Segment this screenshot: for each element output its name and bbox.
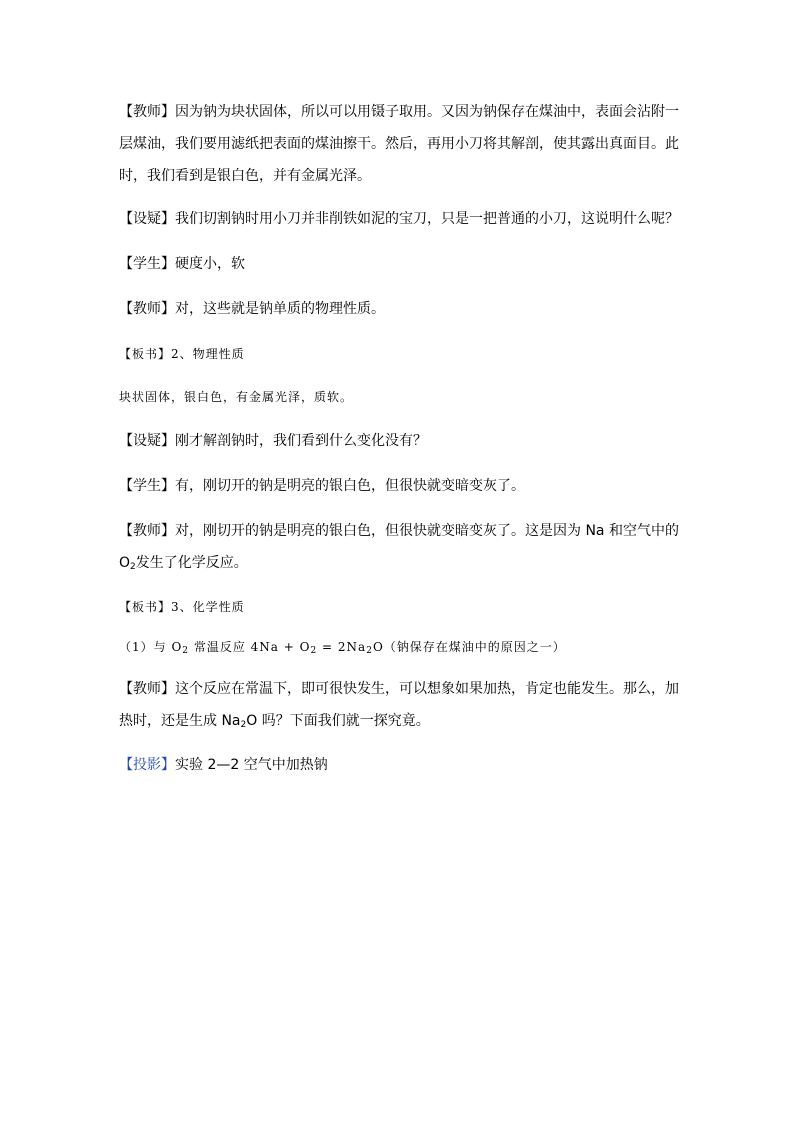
- paragraph-text: 对，刚切开的钠是明亮的银白色，但很快就变暗变灰了。这是因为 Na 和空气中的 O: [119, 523, 679, 571]
- subscript: 2: [182, 646, 190, 656]
- paragraph-text: 2、物理性质: [171, 347, 245, 361]
- equation-text: = 2Na: [317, 640, 367, 654]
- paragraph-question-2: [119, 425, 679, 457]
- tag-question: 【设疑】: [119, 433, 175, 449]
- subscript: 2: [310, 646, 318, 656]
- paragraph-text: 因为钠为块状固体，所以可以用镊子取用。又因为钠保存在煤油中，表面会沾附一层煤油，我们要用滤纸把表面的煤油擦干。然后，再用小刀将其解剖，使其露出真面目。此时，我们看到是银白色，并有金属光泽。: [119, 104, 679, 184]
- subscript: 2: [366, 646, 373, 656]
- equation-text: （1）与 O: [119, 640, 183, 654]
- tag-teacher: 【教师】: [119, 301, 175, 317]
- tag-board: 【板书】: [119, 600, 172, 614]
- paragraph-teacher-4: [119, 673, 679, 737]
- paragraph-projection: [119, 749, 679, 781]
- tag-teacher: 【教师】: [119, 681, 175, 697]
- paragraph-text: 块状固体，银白色，有金属光泽，质软。: [119, 390, 354, 404]
- paragraph-student-2: [119, 470, 679, 502]
- paragraph-text: 这个反应在常温下，即可很快发生，可以想象如果加热，肯定也能发生。那么，加热时，还是生成 Na: [119, 681, 679, 729]
- paragraph-teacher-2: [119, 293, 679, 325]
- paragraph-teacher-3: [119, 515, 679, 579]
- equation-text: 常温反应 4Na + O: [189, 640, 311, 654]
- subscript: 2: [240, 720, 247, 730]
- tag-projection: 【投影】: [119, 757, 175, 773]
- paragraph-text: 我们切割钠时用小刀并非削铁如泥的宝刀，只是一把普通的小刀，这说明什么呢？: [175, 211, 679, 227]
- tag-teacher: 【教师】: [119, 104, 175, 120]
- tag-student: 【学生】: [119, 256, 175, 272]
- paragraph-board-2: [119, 591, 679, 623]
- paragraph-student-1: [119, 248, 679, 280]
- paragraph-text: 实验 2—2 空气中加热钠: [175, 757, 328, 773]
- tag-student: 【学生】: [119, 478, 175, 494]
- tag-board: 【板书】: [119, 347, 172, 361]
- paragraph-text: 3、化学性质: [171, 600, 245, 614]
- paragraph-question-1: [119, 203, 679, 235]
- paragraph-text: 有，刚切开的钠是明亮的银白色，但很快就变暗变灰了。: [175, 478, 525, 494]
- tag-teacher: 【教师】: [119, 523, 175, 539]
- subscript: 2: [130, 562, 136, 572]
- paragraph-text: 刚才解剖钠时，我们看到什么变化没有？: [175, 433, 427, 449]
- paragraph-equation: [119, 631, 719, 663]
- paragraph-text: 发生了化学反应。: [135, 555, 248, 571]
- tag-question: 【设疑】: [119, 211, 175, 227]
- paragraph-text: O 吗？下面我们就一探究竟。: [246, 713, 430, 729]
- paragraph-teacher-1: [119, 96, 679, 192]
- paragraph-board-1: [119, 338, 679, 370]
- paragraph-text: 硬度小，软: [175, 256, 245, 272]
- paragraph-text: 对，这些就是钠单质的物理性质。: [175, 301, 385, 317]
- equation-text: O（钠保存在煤油中的原因之一）: [372, 640, 566, 654]
- paragraph-properties: [119, 381, 679, 413]
